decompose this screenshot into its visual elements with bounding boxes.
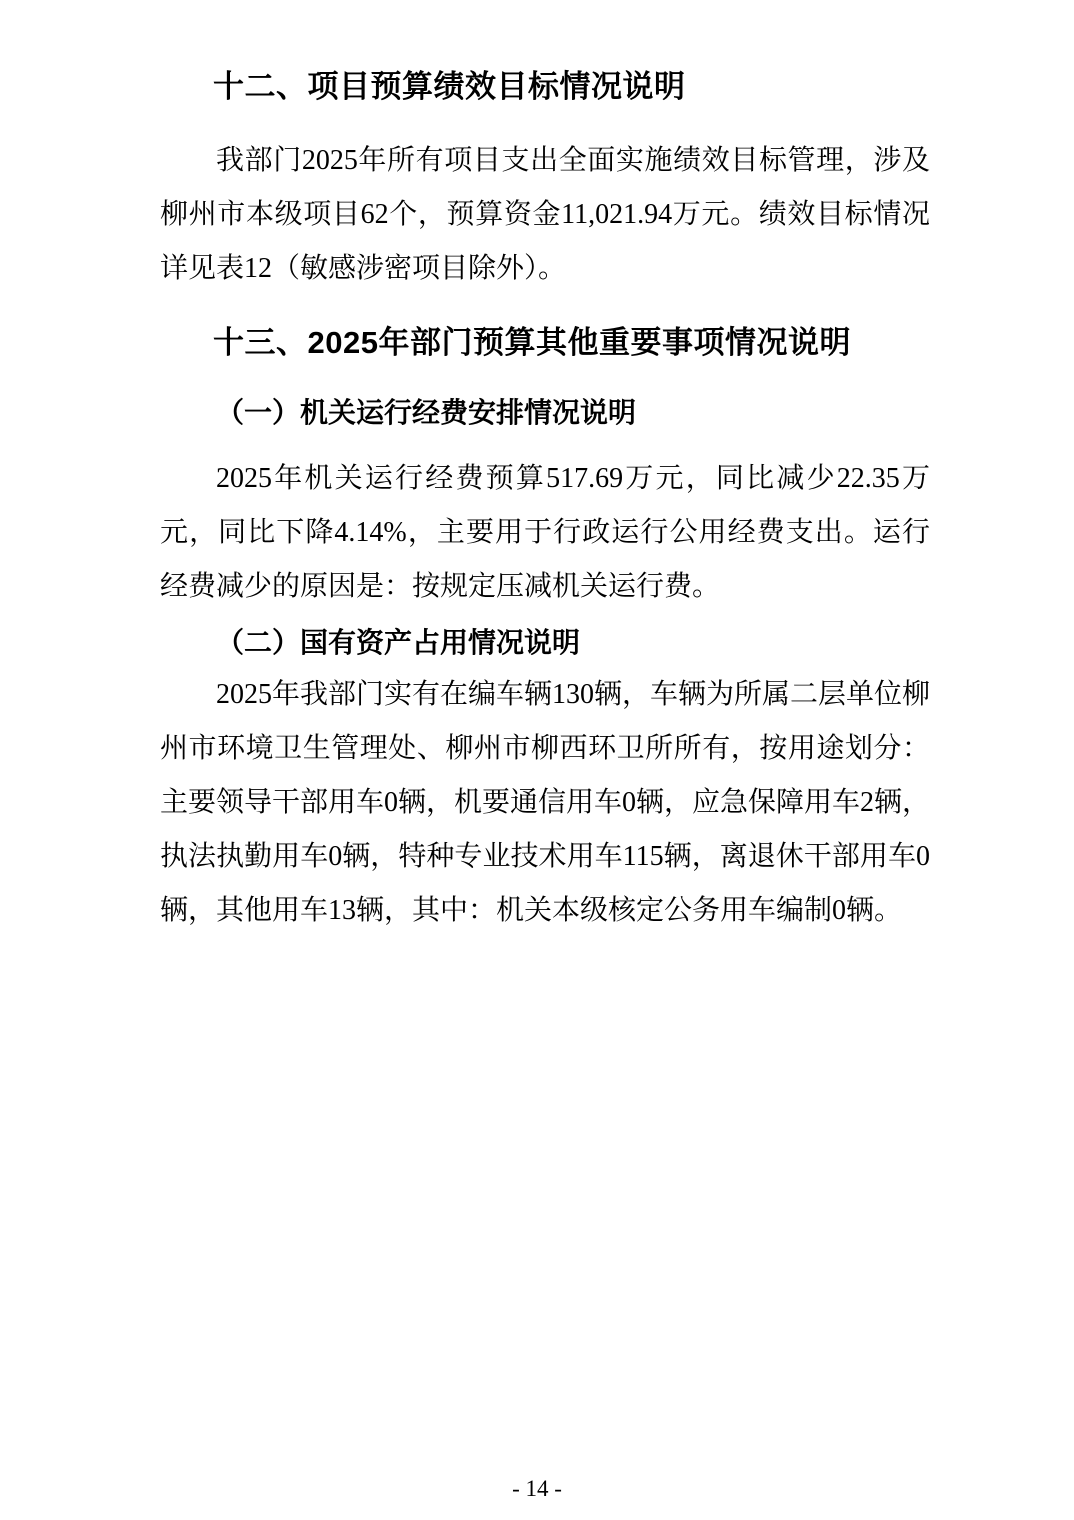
- subsection-heading-agency-operating-funds: （一）机关运行经费安排情况说明: [216, 398, 637, 429]
- paragraph-state-assets-occupancy: 2025年我部门实有在编车辆130辆，车辆为所属二层单位柳州市环境卫生管理处、柳州市柳西环卫所所有，按用途划分：主要领导干部用车0辆，机要通信用车0辆，应急保障用车2辆，执法执勤用车0辆，特种专业技术用车115辆，离退休干部用车0辆，其他用车13辆，其中：机关本级核定公务用车编制0辆。: [160, 679, 931, 926]
- paragraph-performance-targets: 我部门2025年所有项目支出全面实施绩效目标管理，涉及柳州市本级项目62个，预算资金11,021.94万元。绩效目标情况详见表12（敏感涉密项目除外）。: [160, 145, 930, 284]
- document-content: [160, 60, 930, 938]
- subsection-heading-state-assets-occupancy: （二）国有资产占用情况说明: [216, 628, 581, 659]
- paragraph-agency-operating-funds: 2025年机关运行经费预算517.69万元，同比减少22.35万元，同比下降4.14%，主要用于行政运行公用经费支出。运行经费减少的原因是：按规定压减机关运行费。: [160, 463, 930, 602]
- section-heading-12-project-performance-targets: 十二、项目预算绩效目标情况说明: [213, 69, 686, 104]
- page-number: - 14 -: [512, 1476, 562, 1501]
- section-heading-13-other-important-matters: 十三、2025年部门预算其他重要事项情况说明: [213, 325, 851, 360]
